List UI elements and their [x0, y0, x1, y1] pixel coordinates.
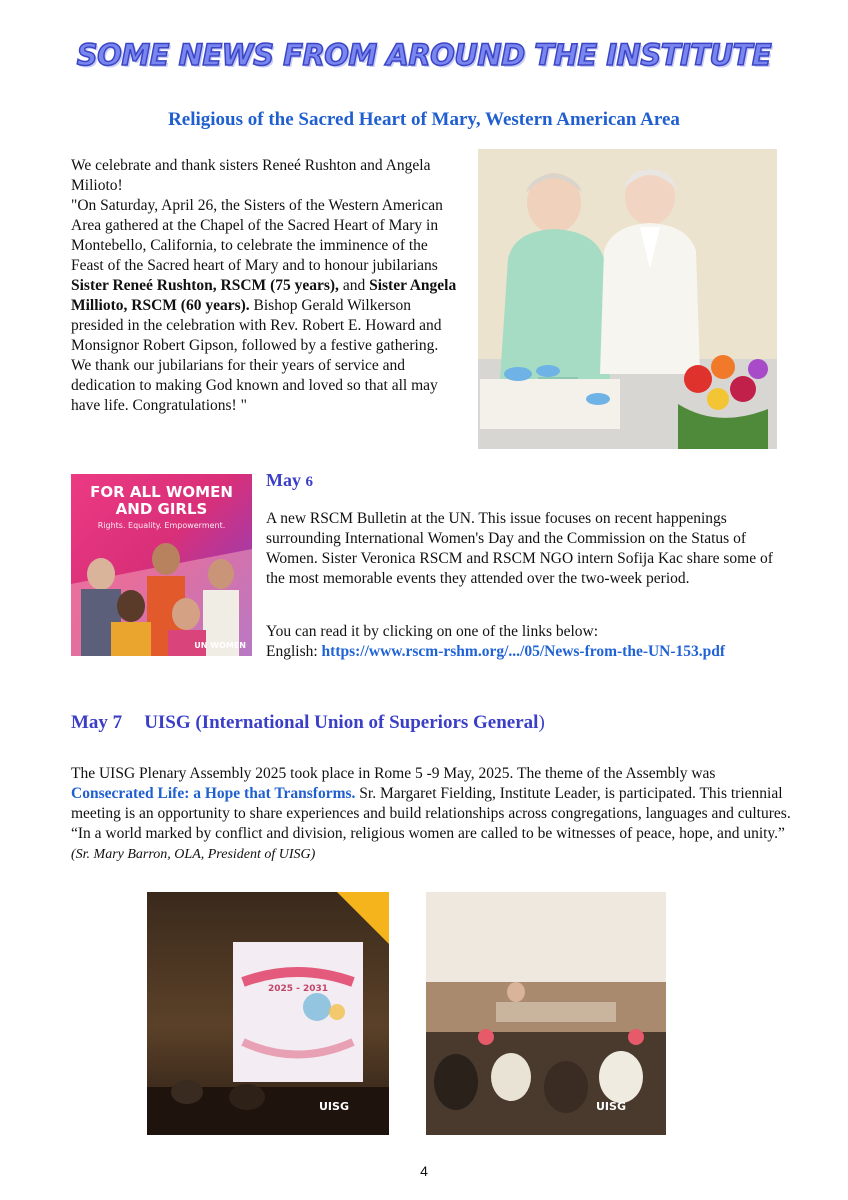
may7-date: May 7 — [71, 712, 123, 733]
women-group-illustration — [71, 534, 252, 656]
uisg-heading-paren: ) — [538, 712, 545, 733]
uisg-assembly-photo-podium — [426, 892, 666, 1135]
uisg-theme: Consecrated Life: a Hope that Transforms. — [71, 785, 356, 802]
uisg-body: Sr. Margaret Fielding, Institute Leader, is participated. This triennial meeting is an opportunity to share experiences and build relationships across congregations, languages and cultures. “In a world marked by conflict and division, religious women are called to be witnesses of peace, hope, and unity.” — [71, 785, 791, 842]
jubilee-intro: We celebrate and thank sisters Reneé Rushton and Angela Milioto! — [71, 157, 431, 194]
english-link-line — [266, 642, 826, 662]
card-tagline: Rights. Equality. Empowerment. — [97, 521, 226, 530]
uisg-quote-source: (Sr. Mary Barron, OLA, President of UISG) — [71, 847, 316, 862]
uisg-heading: UISG (International Union of Superiors General — [144, 712, 539, 733]
uisg-watermark-2: UISG — [596, 1100, 626, 1113]
jubilee-article — [71, 156, 463, 416]
un-women-badge: UN WOMEN — [194, 641, 246, 650]
uisg-intro: The UISG Plenary Assembly 2025 took place in Rome 5 -9 May, 2025. The theme of the Assembly was — [71, 765, 716, 782]
jubilee-closing: We thank our jubilarians for their years of service and dedication to making God known and loved so that all may have life. Congratulations! " — [71, 357, 438, 414]
slide-title: 2025 - 2031 — [267, 984, 329, 994]
page-number: 4 — [420, 1163, 428, 1179]
jubilee-body — [71, 196, 463, 356]
may6-heading — [266, 470, 313, 491]
uisg-watermark: UISG — [319, 1100, 349, 1113]
un-women-card-image — [71, 474, 252, 656]
jubilarians-photo-illustration — [478, 149, 777, 449]
jubilee-and: and — [338, 277, 370, 294]
may6-month: May — [266, 470, 301, 490]
un-bulletin-pdf-link[interactable]: https://www.rscm-rshm.org/.../05/News-from-the-UN-153.pdf — [321, 643, 726, 660]
un-bulletin-text: A new RSCM Bulletin at the UN. This issue focuses on recent happenings surrounding International Women's Day and the Commission on the Status of Women. Sister Veronica RSCM and RSCM NGO intern Sofija Kac share some of the most memorable events they attended over the two-week period. — [266, 510, 773, 587]
jubilarian-2: Sister Angela Millioto, RSCM (60 years). — [71, 277, 457, 314]
jubilarian-1: Sister Reneé Rushton, RSCM (75 years), — [71, 277, 339, 294]
jubilarians-photo — [478, 149, 777, 449]
card-headline: FOR ALL WOMEN AND GIRLS — [90, 483, 233, 518]
assembly-podium-illustration — [426, 892, 666, 1135]
section-title-rscm-western-america: Religious of the Sacred Heart of Mary, Western American Area — [168, 109, 680, 130]
read-instruction: You can read it by clicking on one of the links below: — [266, 623, 599, 640]
assembly-screen-illustration — [147, 892, 389, 1135]
may6-day: 6 — [305, 474, 313, 490]
english-label: English: — [266, 643, 322, 660]
un-bulletin-links — [266, 622, 826, 662]
uisg-assembly-photo-screen — [147, 892, 389, 1135]
may7-heading — [71, 712, 545, 734]
page-banner-title: SOME NEWS FROM AROUND THE INSTITUTE — [76, 38, 772, 72]
uisg-article — [71, 764, 801, 865]
jubilee-body-end: Bishop Gerald Wilkerson presided in the celebration with Rev. Robert E. Howard and Monsignor Robert Gipson, followed by a festive gathering. — [71, 297, 442, 354]
jubilee-body-start: "On Saturday, April 26, the Sisters of the Western American Area gathered at the Chapel of the Sacred Heart of Mary in Montebello, California, to celebrate the imminence of the Feast of the Sacred heart of Mary and to honour jubilarians — [71, 197, 443, 274]
